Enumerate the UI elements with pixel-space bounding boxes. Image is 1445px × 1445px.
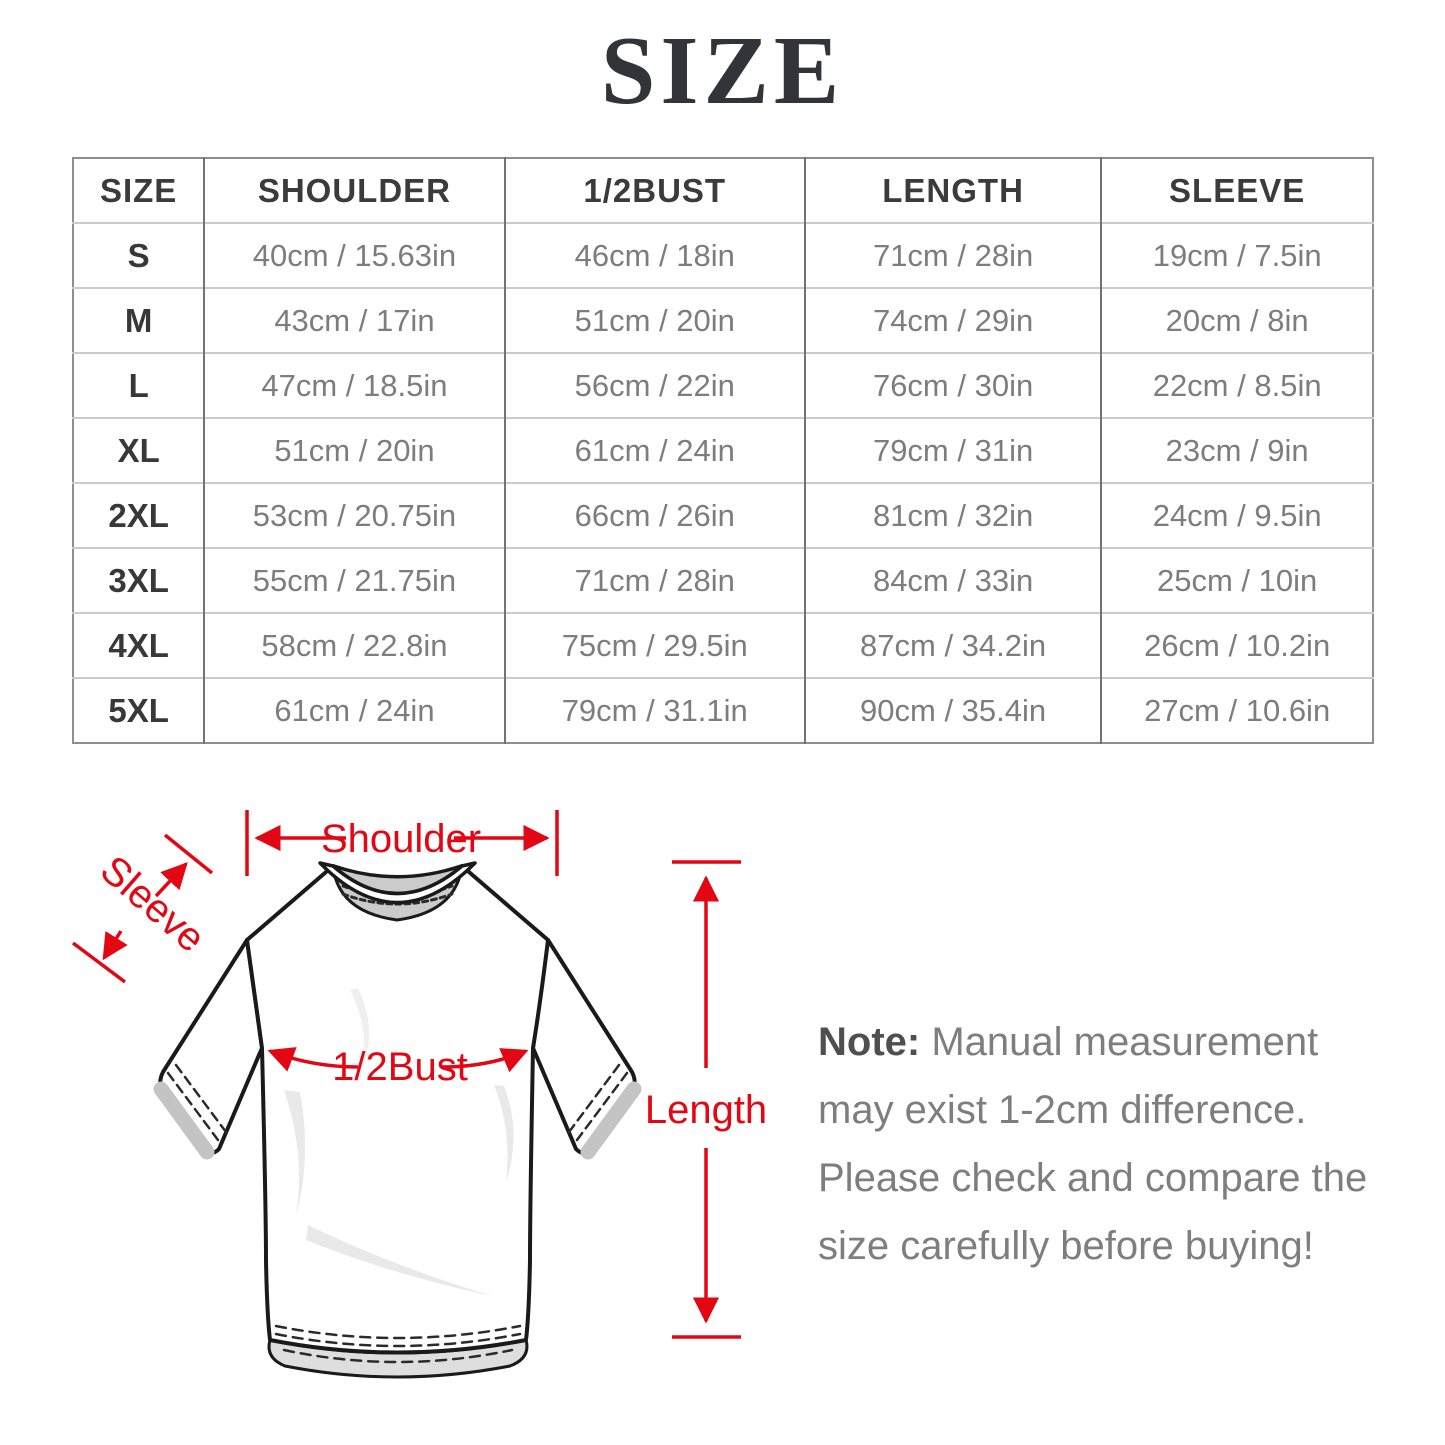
cell-bust: 51cm / 20in	[505, 288, 805, 353]
length-label: Length	[644, 1088, 768, 1132]
cell-bust: 66cm / 26in	[505, 483, 805, 548]
cell-size: 4XL	[73, 613, 204, 678]
cell-shoulder: 40cm / 15.63in	[204, 223, 504, 288]
note-label: Note:	[818, 1020, 921, 1064]
header-size: SIZE	[99, 171, 178, 209]
table-row	[73, 418, 1373, 483]
cell-size: 3XL	[73, 548, 204, 613]
cell-length: 90cm / 35.4in	[805, 678, 1101, 743]
table-row	[73, 613, 1373, 678]
cell-sleeve: 27cm / 10.6in	[1101, 678, 1373, 743]
table-row	[73, 548, 1373, 613]
header-bust: 1/2BUST	[505, 158, 805, 223]
shoulder-label: Shoulder	[320, 817, 482, 861]
cell-shoulder: 55cm / 21.75in	[204, 548, 504, 613]
cell-bust: 79cm / 31.1in	[505, 678, 805, 743]
cell-length: 74cm / 29in	[805, 288, 1101, 353]
cell-length: 71cm / 28in	[805, 223, 1101, 288]
cell-shoulder: 61cm / 24in	[204, 678, 504, 743]
cell-size: M	[73, 288, 204, 353]
cell-shoulder: 53cm / 20.75in	[204, 483, 504, 548]
cell-sleeve: 26cm / 10.2in	[1101, 613, 1373, 678]
cell-length: 79cm / 31in	[805, 418, 1101, 483]
cell-sleeve: 20cm / 8in	[1101, 288, 1373, 353]
header-shoulder: SHOULDER	[204, 158, 504, 223]
cell-sleeve: 19cm / 7.5in	[1101, 223, 1373, 288]
cell-size: L	[73, 353, 204, 418]
cell-length: 76cm / 30in	[805, 353, 1101, 418]
cell-size: S	[73, 223, 204, 288]
header-length: LENGTH	[805, 158, 1101, 223]
cell-length: 87cm / 34.2in	[805, 613, 1101, 678]
table-row	[73, 223, 1373, 288]
tshirt-measurement-figure	[60, 790, 780, 1410]
cell-bust: 75cm / 29.5in	[505, 613, 805, 678]
sleeve-label: Sleeve	[91, 847, 214, 961]
cell-shoulder: 43cm / 17in	[204, 288, 504, 353]
header-sleeve: SLEEVE	[1101, 158, 1373, 223]
cell-sleeve: 24cm / 9.5in	[1101, 483, 1373, 548]
table-row	[73, 678, 1373, 743]
table-row	[73, 483, 1373, 548]
table-header-row	[73, 158, 1373, 223]
page-title: SIZE	[600, 17, 845, 125]
cell-length: 84cm / 33in	[805, 548, 1101, 613]
cell-size: XL	[73, 418, 204, 483]
table-row	[73, 288, 1373, 353]
cell-sleeve: 25cm / 10in	[1101, 548, 1373, 613]
cell-length: 81cm / 32in	[805, 483, 1101, 548]
cell-shoulder: 51cm / 20in	[204, 418, 504, 483]
size-table	[72, 157, 1374, 744]
tshirt-diagram	[60, 790, 780, 1410]
cell-bust: 46cm / 18in	[505, 223, 805, 288]
cell-bust: 71cm / 28in	[505, 548, 805, 613]
cell-shoulder: 58cm / 22.8in	[204, 613, 504, 678]
table-row	[73, 353, 1373, 418]
note-text	[818, 1008, 1396, 1280]
cell-sleeve: 22cm / 8.5in	[1101, 353, 1373, 418]
cell-size: 2XL	[73, 483, 204, 548]
cell-bust: 56cm / 22in	[505, 353, 805, 418]
tshirt-graphic	[160, 863, 635, 1377]
bust-label: 1/2Bust	[332, 1045, 468, 1089]
cell-sleeve: 23cm / 9in	[1101, 418, 1373, 483]
cell-size: 5XL	[73, 678, 204, 743]
note-body: Manual measurement may exist 1-2cm difference. Please check and compare the size carefully before buying!	[818, 1020, 1368, 1268]
cell-bust: 61cm / 24in	[505, 418, 805, 483]
cell-shoulder: 47cm / 18.5in	[204, 353, 504, 418]
